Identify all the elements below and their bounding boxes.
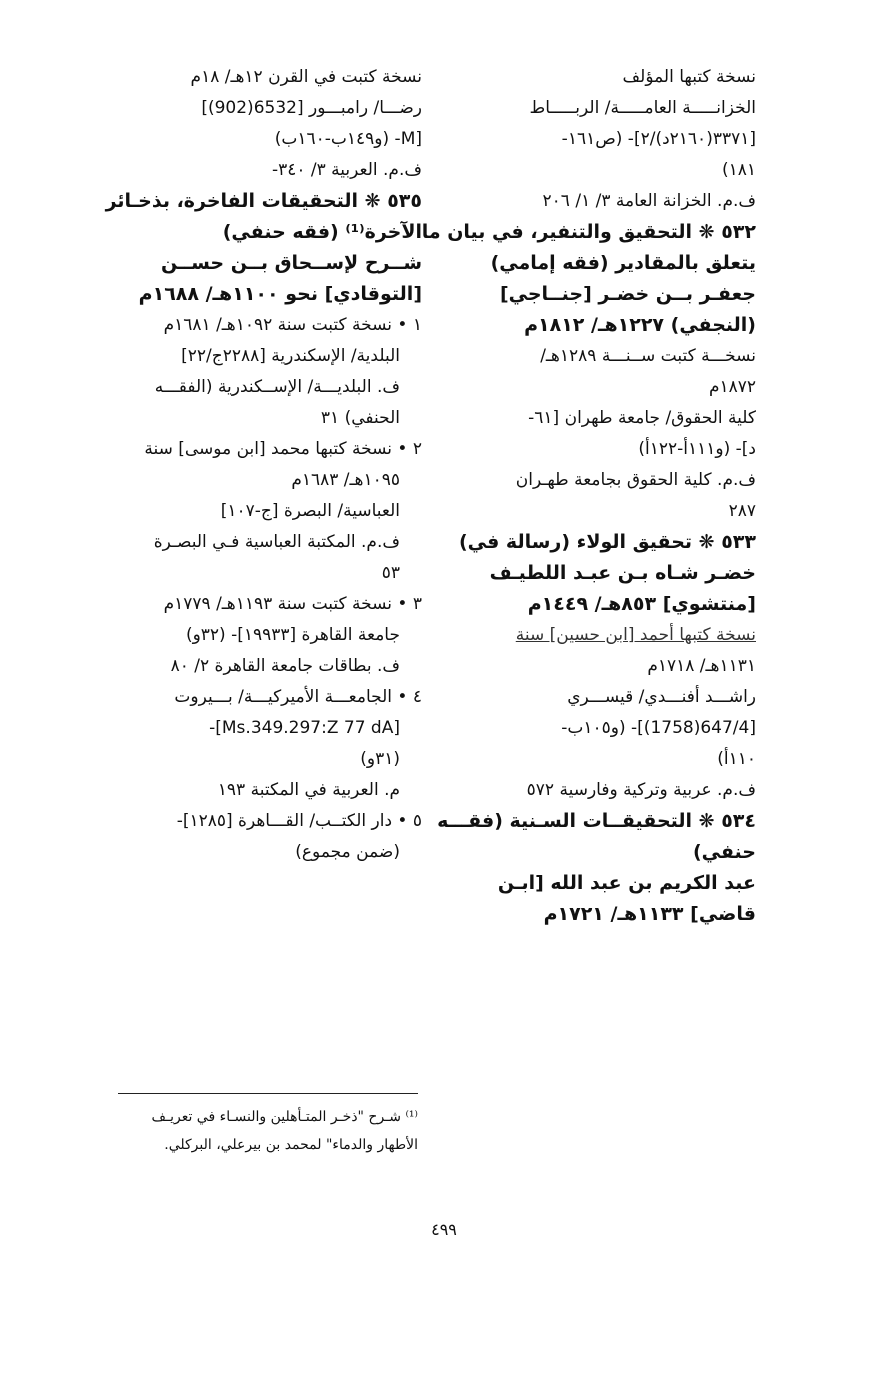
entry-heading-line: [منتشوي] ٨٥٣هـ/ ١٤٤٩م xyxy=(527,593,756,615)
text-line: رضـــا/ رامبـــور [6532(902)] xyxy=(201,98,422,118)
left-column xyxy=(92,62,422,868)
text-line: ١ • نسخة كتبت سنة ١٠٩٢هـ/ ١٦٨١م xyxy=(163,315,422,335)
text-line: العباسية/ البصرة [ج-١٠٧] xyxy=(220,501,400,521)
page-number: ٤٩٩ xyxy=(431,1220,457,1239)
footnote-divider xyxy=(118,1093,418,1094)
text-line: نسخة كتبت في القرن ١٢هـ/ ١٨م xyxy=(190,67,422,87)
text-line: م. العربية في المكتبة ١٩٣ xyxy=(217,780,400,800)
text-line: ١٠٩٥هـ/ ١٦٨٣م xyxy=(291,470,400,490)
entry-heading-line: يتعلق بالمقادير (فقه إمامي) xyxy=(490,252,756,274)
entry-heading-line: قاضي] ١١٣٣هـ/ ١٧٢١م xyxy=(543,903,756,925)
entry-heading-line: (النجفي) ١٢٢٧هـ/ ١٨١٢م xyxy=(524,314,756,336)
text-line: ف. بطاقات جامعة القاهرة ٢/ ٨٠ xyxy=(170,656,400,676)
text-line: ٢٨٧ xyxy=(728,501,756,521)
text-line: [٣٣٧١(٢١٦٠د)/٢]- (ص١٦١- xyxy=(561,129,756,149)
text-line: ف.م. كلية الحقوق بجامعة طهـران xyxy=(515,470,756,490)
text-line: راشـــد أفنـــدي/ قيســـري xyxy=(567,687,756,707)
text-line: الحنفي) ٣١ xyxy=(320,408,400,428)
text-line: جامعة القاهرة [١٩٩٣٣]- (٣٢و) xyxy=(185,625,400,645)
text-line: البلدية/ الإسكندرية [٢٢٨٨ج/٢٢] xyxy=(181,346,400,366)
entry-heading-line: حنفي) xyxy=(692,841,756,863)
text-line: ٢ • نسخة كتبها محمد [ابن موسى] سنة xyxy=(144,439,422,459)
entry-heading-line: ٥٣٥ ❋ التحقيقات الفاخرة، بذخـائر xyxy=(105,190,422,212)
text-line: [647/4(1758)]- (و١٠٥ب- xyxy=(561,718,756,738)
entry-heading-line: جعفـر بــن خضـر [جنــاجي] xyxy=(499,283,756,305)
footnote xyxy=(118,1103,418,1159)
text-line: ١١٠أ) xyxy=(717,749,756,769)
text-line: [Ms.349.297:Z 77 dA]- xyxy=(209,718,400,738)
text-line: الخزانـــــة العامـــــة/ الربـــــاط xyxy=(529,98,756,118)
text-line: ف.م. العربية ٣/ ٣٤٠- xyxy=(271,160,422,180)
right-column xyxy=(421,62,756,930)
text-line: د]- (و١١١أ-١٢٢أ) xyxy=(638,439,756,459)
text-line: كلية الحقوق/ جامعة طهران [٦١- xyxy=(528,408,756,428)
entry-heading-line: [التوقادي] نحو ١١٠٠هـ/ ١٦٨٨م xyxy=(138,283,422,305)
entry-heading-line: ٥٣٢ ❋ التحقيق والتنفير، في بيان ما xyxy=(421,221,756,243)
text-line: ٣ • نسخة كتبت سنة ١١٩٣هـ/ ١٧٧٩م xyxy=(163,594,422,614)
text-line: ف.م. المكتبة العباسية فـي البصـرة xyxy=(153,532,400,552)
text-line: ١٨١) xyxy=(721,160,756,180)
entry-heading-line: عبد الكريم بن عبد الله [ابـن xyxy=(497,872,756,894)
text-line: نسخة كتبها أحمد [ابن حسين] سنة xyxy=(515,625,756,645)
text-line: ١٨٧٢م xyxy=(708,377,756,397)
text-line: (٣١و) xyxy=(360,749,400,769)
text-line: [M- (و١٤٩ب-١٦٠ب) xyxy=(274,129,422,149)
entry-heading-line: شــرح لإســحاق بــن حســن xyxy=(161,252,422,274)
entry-heading-line: ٥٣٣ ❋ تحقيق الولاء (رسالة في) xyxy=(458,531,756,553)
text-line: نسخة كتبها المؤلف xyxy=(622,67,756,87)
text-line: ف.م. الخزانة العامة ٣/ ١/ ٢٠٦ xyxy=(542,191,756,211)
text-line: ف. البلديـــة/ الإســكندرية (الفقـــه xyxy=(154,377,400,397)
entry-heading-line: ٥٣٤ ❋ التحقيقــات السـنية (فقـــه xyxy=(437,810,756,832)
text-line: ٥٣ xyxy=(381,563,400,583)
text-line: (ضمن مجموع) xyxy=(295,842,400,862)
text-line: ٤ • الجامعـــة الأميركيـــة/ بـــيروت xyxy=(174,687,422,707)
footnote-line: الأطهار والدماء" لمحمد بن بيرعلي، البركلي. xyxy=(164,1137,418,1153)
text-line: ف.م. عربية وتركية وفارسية ٥٧٢ xyxy=(526,780,756,800)
entry-heading-line: الآخرة⁽¹⁾ (فقه حنفي) xyxy=(222,221,422,243)
text-line: نسخـــة كتبت ســنـــة ١٢٨٩هـ/ xyxy=(540,346,756,366)
footnote-line: ⁽¹⁾ شـرح "ذخـر المتـأهلين والنسـاء في تعريـف xyxy=(151,1109,418,1125)
text-line: ٥ • دار الكتــب/ القـــاهرة [١٢٨٥]- xyxy=(176,811,422,831)
entry-heading-line: خضـر شـاه بـن عبـد اللطيـف xyxy=(489,562,756,584)
text-line: ١١٣١هـ/ ١٧١٨م xyxy=(647,656,756,676)
